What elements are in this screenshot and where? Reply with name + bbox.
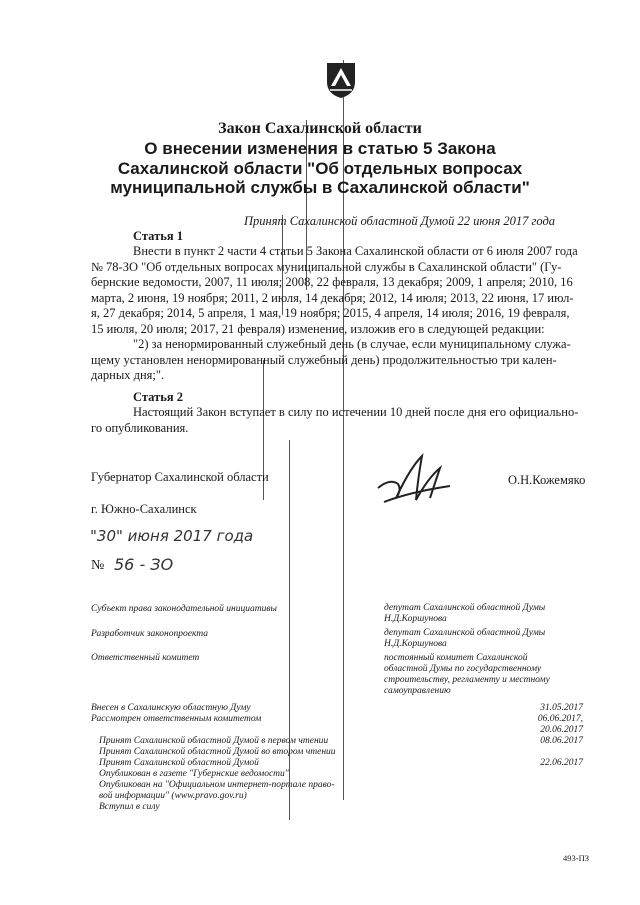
handwritten-signature-icon (370, 448, 460, 508)
history-row (91, 736, 583, 747)
article-1-body (91, 244, 599, 384)
history-row (91, 725, 583, 736)
article-1-line: Внести в пункт 2 части 4 статьи 5 Закона Сахалинской области от 6 июля 2007 года (133, 244, 578, 258)
law-subtitle-line: О внесении изменения в статью 5 Закона (144, 139, 496, 158)
adoption-note: Принят Сахалинской областной Думой 22 июня 2017 года (244, 214, 556, 228)
history-label: Внесен в Сахалинскую областную Думу (91, 703, 251, 713)
governor-name: О.Н.Кожемяко (508, 473, 586, 487)
city: г. Южно-Сахалинск (91, 502, 197, 516)
history-label: Опубликован на "Официальном интернет-портале право- (99, 780, 335, 790)
meta-label: Разработчик законопроекта (91, 629, 209, 639)
page-number: 493-ПЗ (563, 853, 589, 863)
history-row (91, 758, 583, 769)
article-2-line: Настоящий Закон вступает в силу по истечении 10 дней после дня его официально- (133, 405, 579, 419)
meta-value: Н.Д.Коршунова (384, 639, 447, 649)
article-1-line: марта, 2 июня, 19 ноября; 2011, 2 июля, 14 декабря; 2012, 14 июля; 2013, 22 июня, 17 июл- (91, 290, 574, 305)
history-label: Принят Сахалинской областной Думой (99, 758, 259, 768)
article-2-heading: Статья 2 (133, 390, 183, 404)
history-label: Рассмотрен ответственным комитетом (91, 714, 262, 724)
meta-value: постоянный комитет Сахалинской (384, 653, 528, 663)
article-1-line: бернские ведомости, 2007, 11 июля; 2008, 22 февраля, 13 декабря; 2009, 1 апреля; 2010, 16 (91, 275, 573, 289)
history-label: Принят Сахалинской областной Думой в первом чтении (99, 736, 329, 746)
article-2-body (91, 405, 599, 436)
governor-title: Губернатор Сахалинской области (91, 470, 269, 484)
meta-label: Ответственный комитет (91, 653, 200, 663)
history-row (91, 802, 583, 813)
history-label: Принят Сахалинской областной Думой во втором чтении (99, 747, 336, 757)
meta-label: Субъект права законодательной инициативы (91, 604, 277, 614)
article-1-heading: Статья 1 (133, 229, 183, 243)
meta-value: депутат Сахалинской областной Думы (384, 628, 546, 638)
law-number-handwritten: 56 - ЗО (114, 555, 174, 574)
handwritten-date: "30" июня 2017 года (90, 527, 254, 545)
meta-values (384, 603, 580, 697)
history-row (91, 769, 583, 780)
history-date: 08.06.2017 (540, 736, 583, 746)
history-date: 06.06.2017, (537, 714, 583, 724)
article-1-line: № 78-ЗО "Об отдельных вопросах муниципальной службы в Сахалинской области" (Гу- (91, 259, 562, 274)
history-label: вой информации" (www.pravo.gov.ru) (99, 791, 247, 801)
law-number-prefix: № (91, 558, 105, 573)
article-1-line: я, 27 декабря; 2014, 5 апреля, 1 мая, 19 ноября; 2015, 4 апреля, 14 июля; 2016, 19 февраля, (91, 306, 570, 320)
meta-value: депутат Сахалинской областной Думы (384, 603, 546, 613)
history-row (91, 714, 583, 725)
article-2-line: го опубликования. (91, 420, 189, 435)
article-1-line: дарных дня;". (91, 368, 165, 382)
history-row (91, 747, 583, 758)
meta-value: строительству, регламенту и местному (384, 675, 550, 685)
history-row (91, 791, 583, 802)
law-subtitle-line: муниципальной службы в Сахалинской области" (110, 178, 530, 197)
law-subtitle-line: Сахалинской области "Об отдельных вопросах (117, 159, 523, 178)
history-date: 20.06.2017 (540, 725, 583, 735)
article-1-line: щему установлен ненормированный служебный день) продолжительностью три кален- (91, 352, 557, 367)
legislative-history (91, 703, 583, 813)
history-label: Вступил в силу (99, 802, 160, 812)
law-title: Закон Сахалинской области (218, 120, 422, 137)
history-row (91, 780, 583, 791)
meta-value: Н.Д.Коршунова (384, 614, 447, 624)
article-1-line: 15 июля, 20 июля; 2017, 21 февраля) изменение, изложив его в следующей редакции: (91, 321, 545, 336)
history-date: 22.06.2017 (540, 758, 583, 768)
history-row (91, 703, 583, 714)
history-label: Опубликован в газете "Губернские ведомости" (99, 769, 289, 779)
meta-value: самоуправлению (384, 686, 451, 696)
history-date: 31.05.2017 (540, 703, 583, 713)
meta-value: областной Думы по государственному (384, 664, 542, 674)
coat-of-arms-emblem-icon (324, 60, 358, 100)
article-1-line: "2) за ненормированный служебный день (в случае, если муниципальному служа- (133, 337, 571, 351)
